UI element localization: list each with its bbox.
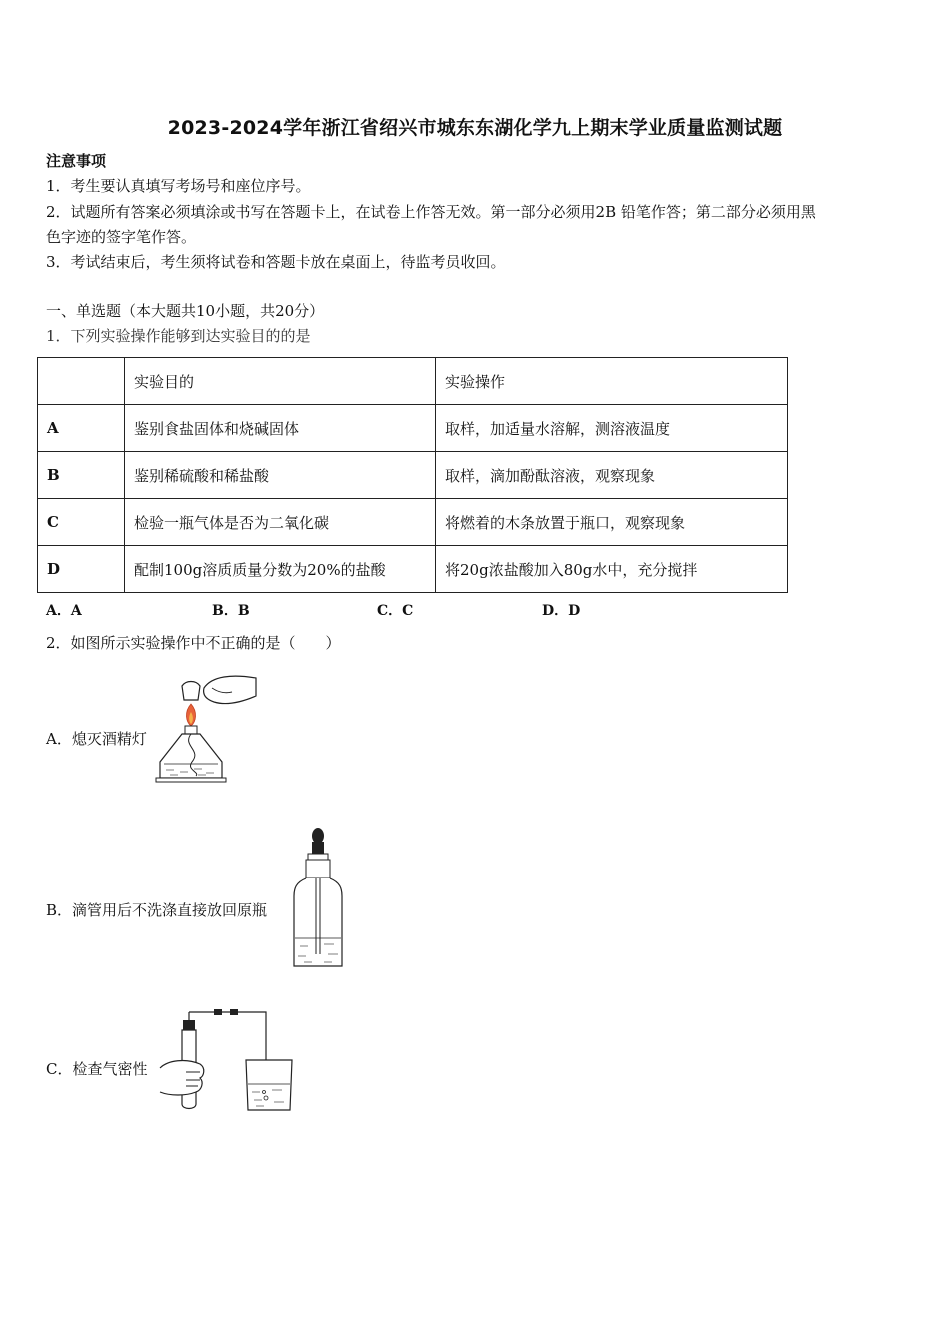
table-row (38, 405, 788, 452)
table-row (38, 452, 788, 499)
q1-option-a: A．A (46, 603, 82, 619)
q1-option-d: D．D (542, 603, 581, 619)
table-cell: 配制100g溶质质量分数为20%的盐酸 (125, 546, 436, 593)
table-cell: 鉴别稀硫酸和稀盐酸 (125, 452, 436, 499)
q1-option-c: C．C (377, 603, 414, 619)
notice-item-2: 2．试题所有答案必须填涂或书写在答题卡上，在试卷上作答无效。第一部分必须用2B 铅笔作答；第二部分必须用黑 (46, 203, 816, 221)
question-1-table (37, 357, 788, 593)
table-cell: 取样，加适量水溶解，测溶液温度 (436, 405, 788, 452)
question-1-stem: 1．下列实验操作能够到达实验目的的是 (46, 327, 311, 345)
section-heading: 一、单选题（本大题共10小题，共20分） (46, 302, 325, 320)
dropper-bottle-figure (290, 826, 346, 972)
table-header-cell: 实验操作 (436, 358, 788, 405)
q2-option-a-label: A．熄灭酒精灯 (46, 730, 147, 748)
table-cell: 鉴别食盐固体和烧碱固体 (125, 405, 436, 452)
table-cell: 将20g浓盐酸加入80g水中，充分搅拌 (436, 546, 788, 593)
table-cell: 将燃着的木条放置于瓶口，观察现象 (436, 499, 788, 546)
notice-item-3: 3．考试结束后，考生须将试卷和答题卡放在桌面上，待监考员收回。 (46, 253, 506, 271)
table-header-cell (38, 358, 125, 405)
table-cell: A (38, 405, 125, 452)
question-2-stem: 2．如图所示实验操作中不正确的是（ ） (46, 634, 341, 652)
page-title: 2023-2024学年浙江省绍兴市城东东湖化学九上期末学业质量监测试题 (167, 117, 783, 139)
airtightness-check-figure (156, 1006, 298, 1114)
table-cell: B (38, 452, 125, 499)
table-cell: C (38, 499, 125, 546)
q2-option-c-label: C．检查气密性 (46, 1060, 148, 1078)
table-header-row (38, 358, 788, 405)
alcohol-lamp-capping-figure (152, 666, 262, 788)
q2-option-b-label: B．滴管用后不洗涤直接放回原瓶 (46, 901, 268, 919)
table-cell: 检验一瓶气体是否为二氧化碳 (125, 499, 436, 546)
table-cell: 取样，滴加酚酞溶液，观察现象 (436, 452, 788, 499)
table-cell: D (38, 546, 125, 593)
notice-item-1: 1．考生要认真填写考场号和座位序号。 (46, 177, 311, 195)
notice-heading: 注意事项 (46, 152, 107, 170)
table-header-cell: 实验目的 (125, 358, 436, 405)
q1-option-b: B．B (212, 603, 250, 619)
table-row (38, 546, 788, 593)
table-row (38, 499, 788, 546)
notice-item-2-cont: 色字迹的签字笔作答。 (46, 228, 197, 246)
